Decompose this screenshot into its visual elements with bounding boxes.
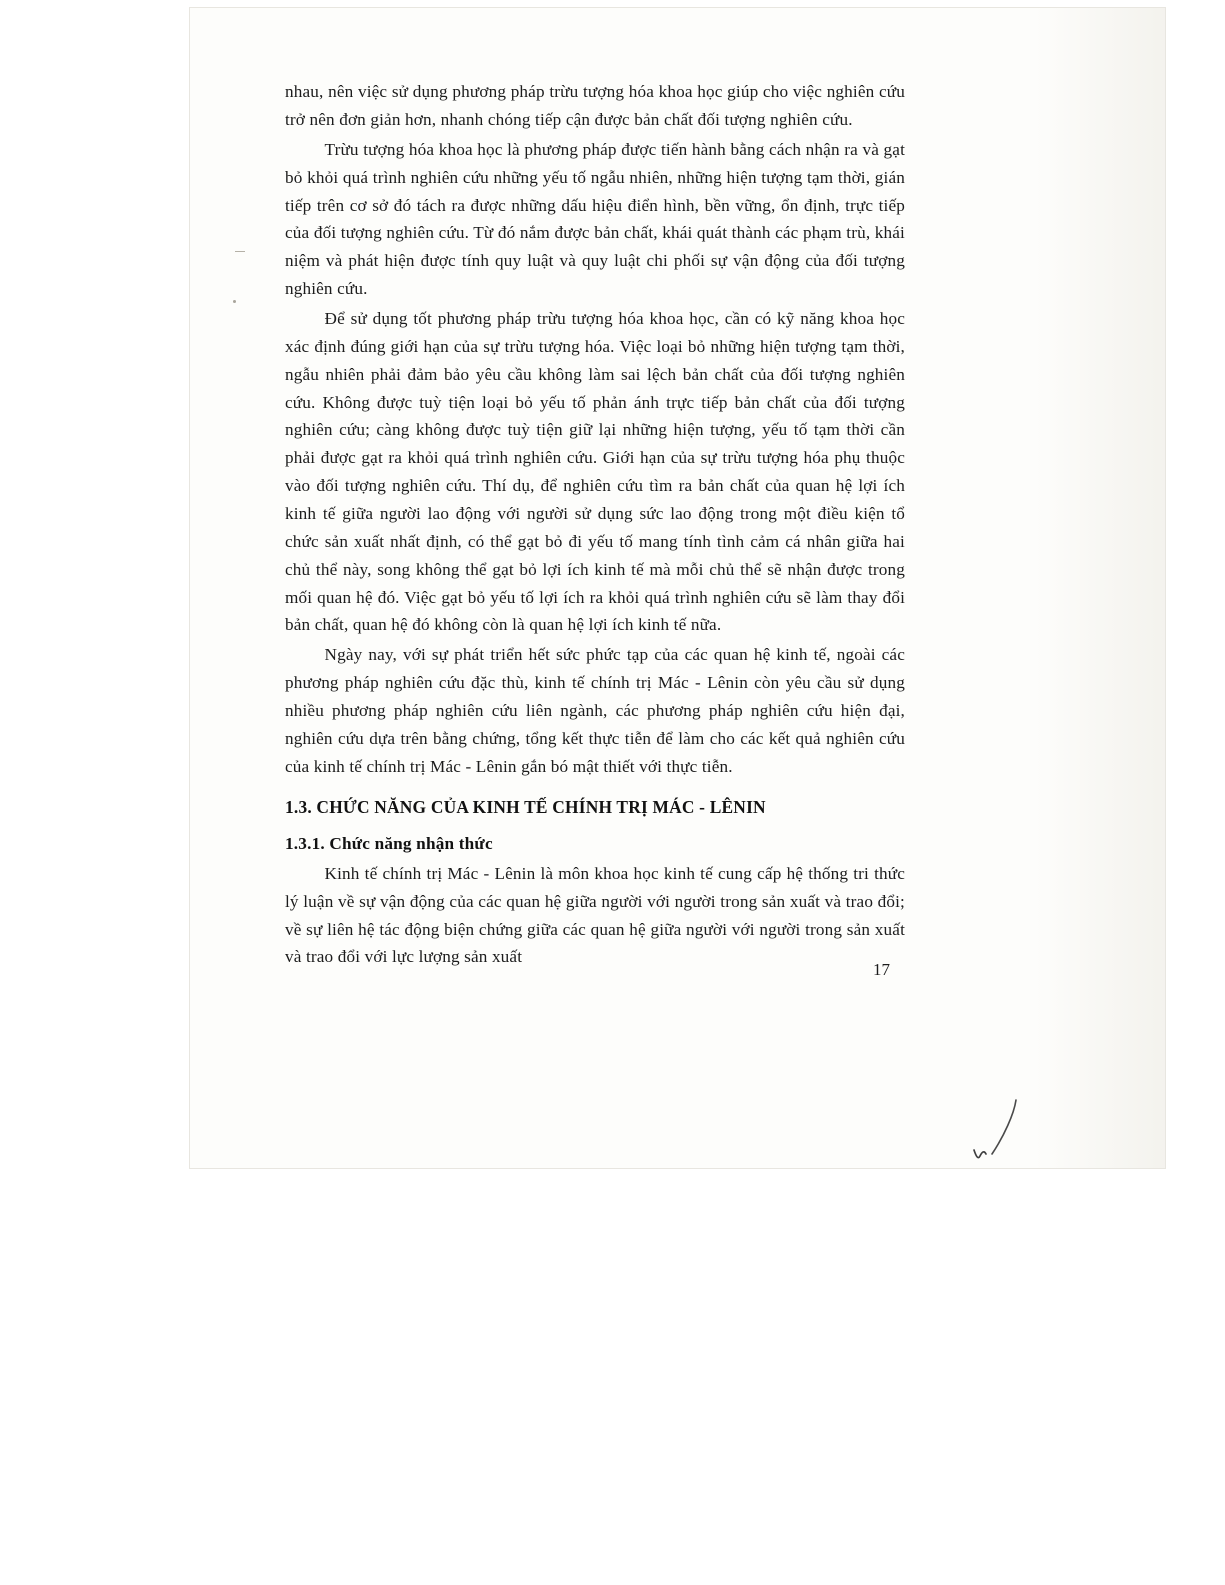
- paragraph-1: nhau, nên việc sử dụng phương pháp trừu tượng hóa khoa học giúp cho việc nghiên cứu trở nên đơn giản hơn, nhanh chóng tiếp cận được bản chất đối tượng nghiên cứu.: [285, 82, 905, 129]
- scan-artifact-dot: [233, 300, 236, 303]
- paragraph-5: Kinh tế chính trị Mác - Lênin là môn khoa học kinh tế cung cấp hệ thống tri thức lý luận về sự vận động của các quan hệ giữa người với người trong sản xuất và trao đổi; về sự liên hệ tác động biện chứng giữa các quan hệ giữa người với người trong sản xuất và trao đổi với lực lượng sản xuất: [285, 863, 905, 967]
- scan-artifact-tick: [235, 251, 245, 252]
- paragraph-2: Trừu tượng hóa khoa học là phương pháp được tiến hành bằng cách nhận ra và gạt bỏ khỏi quá trình nghiên cứu những yếu tố ngẫu nhiên, những hiện tượng tạm thời, gián tiếp trên cơ sở đó tách ra được những dấu hiệu điển hình, bền vững, ổn định, trực tiếp của đối tượng nghiên cứu. Từ đó nắm được bản chất, khái quát thành các phạm trù, khái niệm và phát hiện được tính quy luật và quy luật chi phối sự vận động của đối tượng nghiên cứu.: [285, 139, 905, 299]
- page-text-column: [285, 78, 905, 973]
- page-number: 17: [873, 960, 890, 979]
- section-subheading: 1.3.1. Chức năng nhận thức: [285, 834, 493, 853]
- scanned-page: [190, 8, 1165, 1168]
- paragraph-3: Để sử dụng tốt phương pháp trừu tượng hóa khoa học, cần có kỹ năng khoa học xác định đúng giới hạn của sự trừu tượng hóa. Việc loại bỏ những hiện tượng tạm thời, ngẫu nhiên phải đảm bảo yêu cầu không làm sai lệch bản chất của đối tượng nghiên cứu. Không được tuỳ tiện loại bỏ yếu tố phản ánh trực tiếp bản chất của đối tượng nghiên cứu; càng không được tuỳ tiện giữ lại những hiện tượng, yếu tố tạm thời cần phải được gạt ra khỏi quá trình nghiên cứu. Giới hạn của sự trừu tượng hóa phụ thuộc vào đối tượng nghiên cứu. Thí dụ, để nghiên cứu tìm ra bản chất của quan hệ lợi ích kinh tế giữa người lao động với người sử dụng sức lao động trong một điều kiện tổ chức sản xuất nhất định, có thể gạt bỏ đi yếu tố mang tính tình cảm cá nhân giữa hai chủ thể này, song không thể gạt bỏ lợi ích kinh tế mà mỗi chủ thể sẽ nhận được trong mối quan hệ đó. Việc gạt bỏ yếu tố lợi ích ra khỏi quá trình nghiên cứu sẽ làm thay đổi bản chất, quan hệ đó không còn là quan hệ lợi ích kinh tế nữa.: [285, 309, 905, 635]
- handwritten-mark-icon: [960, 1098, 1040, 1168]
- paragraph-4: Ngày nay, với sự phát triển hết sức phức tạp của các quan hệ kinh tế, ngoài các phương pháp nghiên cứu đặc thù, kinh tế chính trị Mác - Lênin còn yêu cầu sử dụng nhiều phương pháp nghiên cứu liên ngành, các phương pháp nghiên cứu hiện đại, nghiên cứu dựa trên bằng chứng, tổng kết thực tiễn để làm cho các kết quả nghiên cứu của kinh tế chính trị Mác - Lênin gắn bó mật thiết với thực tiễn.: [285, 645, 905, 776]
- section-heading: 1.3. CHỨC NĂNG CỦA KINH TẾ CHÍNH TRỊ MÁC - LÊNIN: [285, 797, 766, 818]
